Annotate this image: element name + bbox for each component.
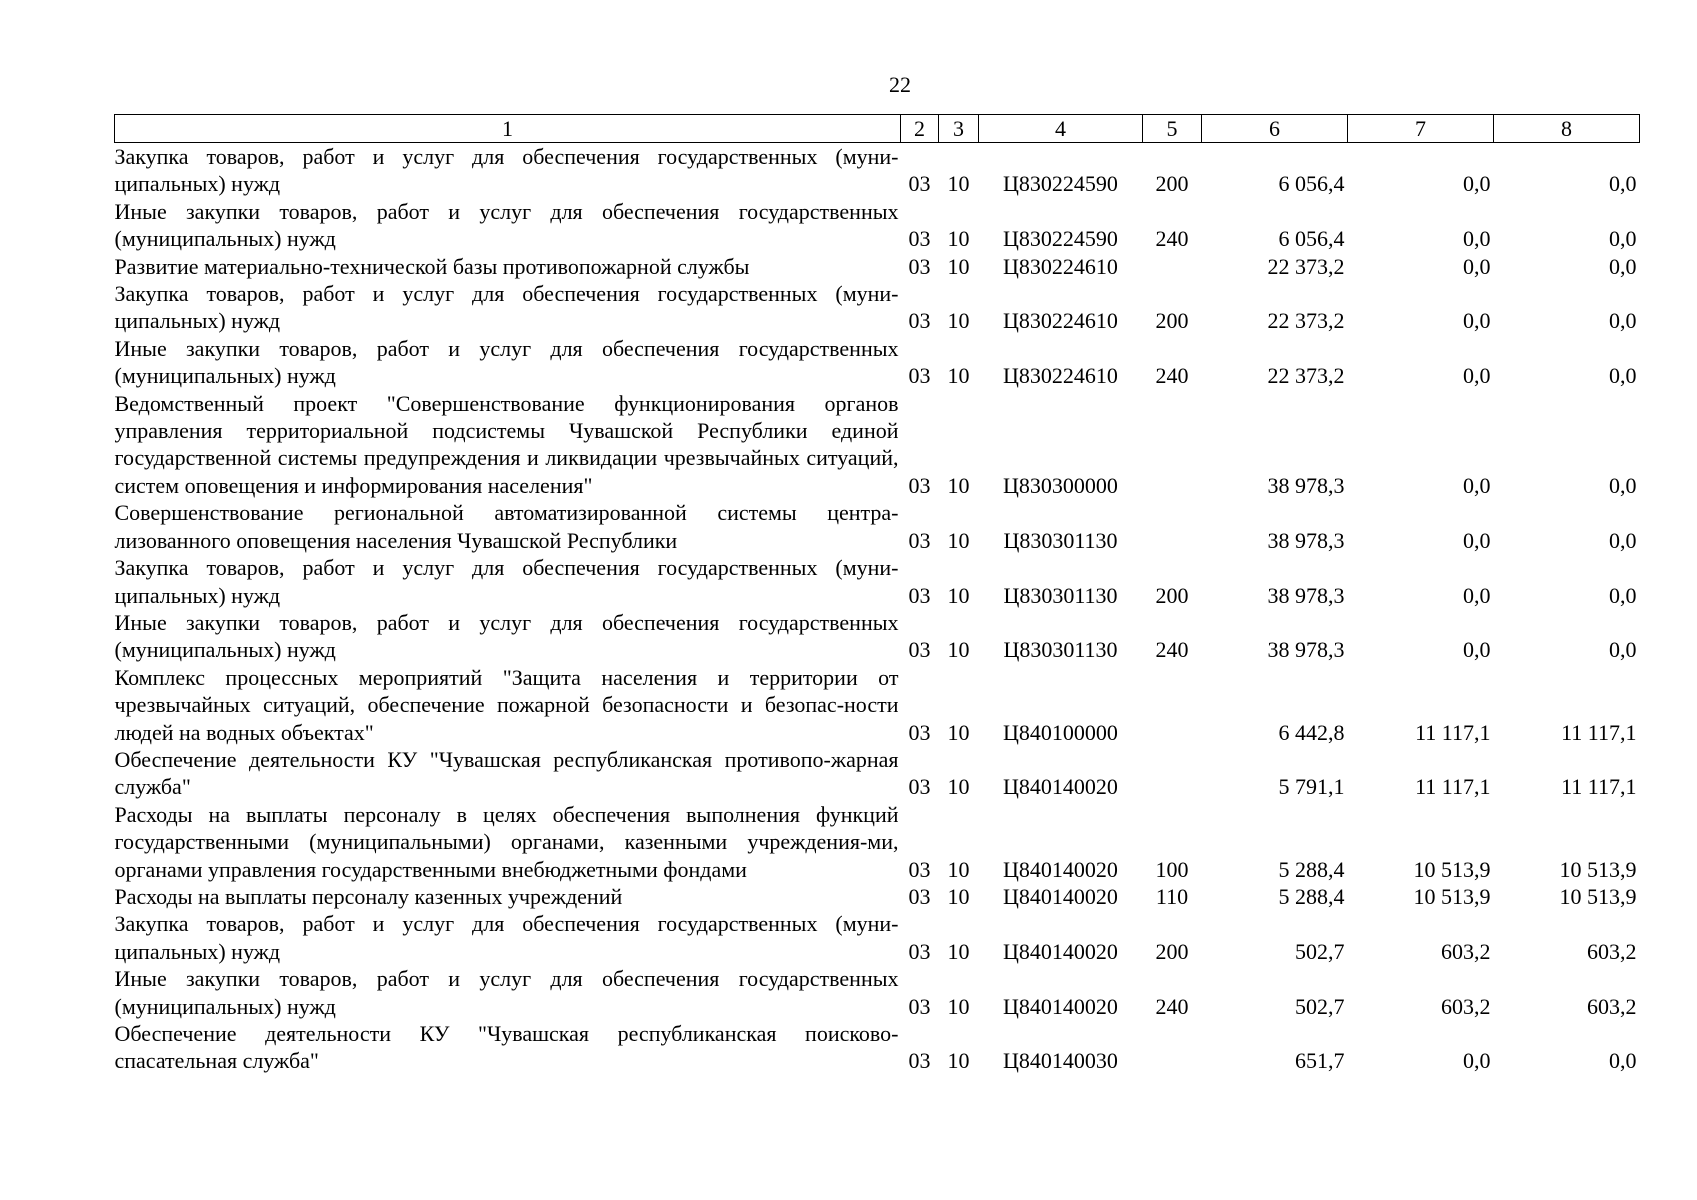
row-amount-col8-cell: 0,0 (1609, 637, 1637, 663)
row-subsection-cell: 10 (947, 253, 970, 279)
row-target-article-cell: Ц840140020 (1003, 883, 1118, 909)
row-target-article-cell: Ц840140020 (1003, 856, 1118, 882)
row-name-cell: Комплекс процессных мероприятий "Защита населения и территории от чрезвычайных ситуаций, обеспечение пожарной безопасности и безопас-ности людей на водных объектах" (114, 664, 899, 745)
row-amount-col7-cell: 0,0 (1463, 363, 1491, 389)
row-section-cell: 03 (908, 993, 931, 1019)
row-amount-col6-cell: 5 288,4 (1278, 883, 1345, 909)
table-row (115, 554, 1640, 609)
row-expense-type-cell (1143, 746, 1202, 801)
row-subsection-cell: 10 (947, 582, 970, 608)
table-row (115, 143, 1640, 198)
row-subsection-cell: 10 (947, 774, 970, 800)
row-amount-col8-cell: 0,0 (1609, 171, 1637, 197)
table-row (115, 965, 1640, 1020)
row-subsection-cell: 10 (947, 1048, 970, 1074)
row-section-cell: 03 (908, 719, 931, 745)
row-amount-col7-cell: 10 513,9 (1413, 883, 1491, 909)
row-amount-col6-cell: 6 442,8 (1278, 719, 1345, 745)
row-amount-col7-cell: 603,2 (1441, 993, 1491, 1019)
table-body (115, 143, 1640, 1075)
row-amount-col7-cell: 0,0 (1463, 253, 1491, 279)
row-amount-col8-cell: 0,0 (1609, 527, 1637, 553)
row-amount-col8-cell: 10 513,9 (1559, 856, 1637, 882)
row-name-cell: Иные закупки товаров, работ и услуг для обеспечения государственных (муниципальных) нужд (114, 609, 899, 663)
table-row (115, 609, 1640, 664)
row-expense-type-cell: 200 (1155, 308, 1189, 334)
row-name-cell: Развитие материально-технической базы противопожарной службы (114, 253, 750, 279)
row-amount-col7-cell: 0,0 (1463, 171, 1491, 197)
table-row (115, 1020, 1640, 1075)
row-expense-type-cell: 240 (1155, 363, 1189, 389)
row-subsection-cell: 10 (947, 637, 970, 663)
row-name-cell: Совершенствование региональной автоматизированной системы центра-лизованного оповещения населения Чувашской Республики (114, 500, 899, 553)
header-col-7: 7 (1348, 115, 1494, 143)
row-amount-col7-cell: 0,0 (1463, 637, 1491, 663)
row-subsection-cell: 10 (947, 719, 970, 745)
row-amount-col7-cell: 0,0 (1463, 226, 1491, 252)
header-col-5: 5 (1143, 115, 1202, 143)
row-amount-col8-cell: 10 513,9 (1559, 883, 1637, 909)
budget-table (114, 114, 1640, 1075)
row-section-cell: 03 (908, 171, 931, 197)
row-amount-col7-cell: 0,0 (1463, 527, 1491, 553)
row-amount-col8-cell: 0,0 (1609, 1048, 1637, 1074)
row-amount-col6-cell: 502,7 (1295, 993, 1345, 1019)
row-name-cell: Расходы на выплаты персоналу казенных учреждений (114, 883, 623, 909)
row-amount-col7-cell: 0,0 (1463, 1048, 1491, 1074)
table-row (115, 253, 1640, 280)
table-row (115, 499, 1640, 554)
row-expense-type-cell (1143, 253, 1202, 280)
header-col-6: 6 (1202, 115, 1348, 143)
row-expense-type-cell (1143, 1020, 1202, 1075)
row-amount-col6-cell: 38 978,3 (1267, 527, 1345, 553)
row-amount-col6-cell: 5 791,1 (1278, 774, 1345, 800)
row-name-cell: Иные закупки товаров, работ и услуг для обеспечения государственных (муниципальных) нужд (114, 198, 899, 252)
table-row (115, 280, 1640, 335)
row-amount-col7-cell: 0,0 (1463, 308, 1491, 334)
row-amount-col8-cell: 603,2 (1587, 938, 1637, 964)
row-expense-type-cell: 200 (1155, 938, 1189, 964)
row-target-article-cell: Ц830301130 (1003, 582, 1118, 608)
header-col-2: 2 (901, 115, 939, 143)
row-target-article-cell: Ц830224590 (1003, 171, 1118, 197)
row-amount-col7-cell: 11 117,1 (1415, 774, 1491, 800)
row-section-cell: 03 (908, 253, 931, 279)
row-section-cell: 03 (908, 226, 931, 252)
row-section-cell: 03 (908, 1048, 931, 1074)
row-amount-col6-cell: 38 978,3 (1267, 637, 1345, 663)
row-subsection-cell: 10 (947, 363, 970, 389)
row-section-cell: 03 (908, 527, 931, 553)
row-target-article-cell: Ц830301130 (1003, 527, 1118, 553)
row-amount-col8-cell: 0,0 (1609, 582, 1637, 608)
row-section-cell: 03 (908, 472, 931, 498)
row-amount-col8-cell: 0,0 (1609, 472, 1637, 498)
table-row (115, 910, 1640, 965)
row-section-cell: 03 (908, 774, 931, 800)
row-section-cell: 03 (908, 938, 931, 964)
row-section-cell: 03 (908, 637, 931, 663)
row-target-article-cell: Ц830300000 (1003, 472, 1118, 498)
row-amount-col8-cell: 603,2 (1587, 993, 1637, 1019)
row-target-article-cell: Ц840140020 (1003, 993, 1118, 1019)
row-subsection-cell: 10 (947, 938, 970, 964)
row-subsection-cell: 10 (947, 527, 970, 553)
row-subsection-cell: 10 (947, 171, 970, 197)
row-expense-type-cell: 200 (1155, 582, 1189, 608)
row-target-article-cell: Ц830301130 (1003, 637, 1118, 663)
table-row (115, 883, 1640, 910)
row-subsection-cell: 10 (947, 308, 970, 334)
row-name-cell: Закупка товаров, работ и услуг для обеспечения государственных (муни-ципальных) нужд (114, 911, 899, 964)
row-subsection-cell: 10 (947, 993, 970, 1019)
row-expense-type-cell: 110 (1155, 883, 1189, 909)
header-col-1: 1 (115, 115, 901, 143)
row-expense-type-cell: 240 (1155, 226, 1189, 252)
table-row (115, 801, 1640, 883)
header-col-4: 4 (979, 115, 1143, 143)
row-amount-col7-cell: 603,2 (1441, 938, 1491, 964)
row-amount-col6-cell: 6 056,4 (1278, 171, 1345, 197)
header-col-3: 3 (939, 115, 979, 143)
row-amount-col6-cell: 38 978,3 (1267, 472, 1345, 498)
row-amount-col6-cell: 651,7 (1295, 1048, 1345, 1074)
row-section-cell: 03 (908, 856, 931, 882)
row-expense-type-cell: 200 (1155, 171, 1189, 197)
header-col-8: 8 (1494, 115, 1640, 143)
page-number: 22 (889, 72, 911, 97)
row-amount-col6-cell: 38 978,3 (1267, 582, 1345, 608)
row-amount-col8-cell: 0,0 (1609, 363, 1637, 389)
table-header (115, 115, 1640, 143)
header-row (115, 115, 1640, 143)
budget-table-container (114, 114, 1639, 1075)
row-target-article-cell: Ц830224610 (1003, 363, 1118, 389)
row-expense-type-cell (1143, 390, 1202, 500)
row-amount-col6-cell: 22 373,2 (1267, 308, 1345, 334)
row-amount-col7-cell: 0,0 (1463, 582, 1491, 608)
row-section-cell: 03 (908, 363, 931, 389)
row-section-cell: 03 (908, 308, 931, 334)
row-expense-type-cell (1143, 664, 1202, 746)
row-amount-col8-cell: 11 117,1 (1561, 774, 1637, 800)
row-subsection-cell: 10 (947, 883, 970, 909)
row-amount-col8-cell: 11 117,1 (1561, 719, 1637, 745)
row-name-cell: Обеспечение деятельности КУ "Чувашская республиканская противопо-жарная служба" (114, 746, 899, 800)
table-row (115, 746, 1640, 801)
row-target-article-cell: Ц840140020 (1003, 938, 1118, 964)
row-target-article-cell: Ц830224610 (1003, 253, 1118, 279)
row-name-cell: Закупка товаров, работ и услуг для обеспечения государственных (муни-ципальных) нужд (114, 144, 899, 197)
row-name-cell: Обеспечение деятельности КУ "Чувашская республиканская поисково-спасательная служба" (114, 1021, 899, 1074)
row-amount-col7-cell: 10 513,9 (1413, 856, 1491, 882)
row-expense-type-cell: 100 (1155, 856, 1189, 882)
row-name-cell: Ведомственный проект "Совершенствование функционирования органов управления территориальной подсистемы Чувашской Республики единой государственной системы предупреждения и ликвидации чрезвычайных ситуаций, систем оповещения и информирования населения" (114, 390, 899, 498)
row-subsection-cell: 10 (947, 472, 970, 498)
row-name-cell: Иные закупки товаров, работ и услуг для обеспечения государственных (муниципальных) нужд (114, 966, 899, 1019)
row-target-article-cell: Ц830224610 (1003, 308, 1118, 334)
row-amount-col6-cell: 5 288,4 (1278, 856, 1345, 882)
row-target-article-cell: Ц840140030 (1003, 1048, 1118, 1074)
row-name-cell: Иные закупки товаров, работ и услуг для обеспечения государственных (муниципальных) нужд (114, 335, 899, 389)
row-section-cell: 03 (908, 582, 931, 608)
row-amount-col6-cell: 22 373,2 (1267, 363, 1345, 389)
row-subsection-cell: 10 (947, 226, 970, 252)
row-section-cell: 03 (908, 883, 931, 909)
row-expense-type-cell: 240 (1155, 993, 1189, 1019)
row-name-cell: Закупка товаров, работ и услуг для обеспечения государственных (муни-ципальных) нужд (114, 555, 899, 608)
row-target-article-cell: Ц840100000 (1003, 719, 1118, 745)
row-amount-col8-cell: 0,0 (1609, 226, 1637, 252)
table-row (115, 335, 1640, 390)
row-amount-col8-cell: 0,0 (1609, 308, 1637, 334)
row-amount-col8-cell: 0,0 (1609, 253, 1637, 279)
row-amount-col6-cell: 6 056,4 (1278, 226, 1345, 252)
row-amount-col6-cell: 22 373,2 (1267, 253, 1345, 279)
row-name-cell: Закупка товаров, работ и услуг для обеспечения государственных (муни-ципальных) нужд (114, 281, 899, 334)
table-row (115, 390, 1640, 500)
row-amount-col7-cell: 0,0 (1463, 472, 1491, 498)
row-target-article-cell: Ц840140020 (1003, 774, 1118, 800)
row-expense-type-cell (1143, 499, 1202, 554)
table-row (115, 664, 1640, 746)
row-amount-col7-cell: 11 117,1 (1415, 719, 1491, 745)
row-name-cell: Расходы на выплаты персоналу в целях обеспечения выполнения функций государственными (муниципальными) органами, казенными учреждения-ми, органами управления государственными внебюджетными фондами (114, 801, 899, 882)
row-amount-col6-cell: 502,7 (1295, 938, 1345, 964)
row-target-article-cell: Ц830224590 (1003, 226, 1118, 252)
table-row (115, 198, 1640, 253)
row-subsection-cell: 10 (947, 856, 970, 882)
row-expense-type-cell: 240 (1155, 637, 1189, 663)
